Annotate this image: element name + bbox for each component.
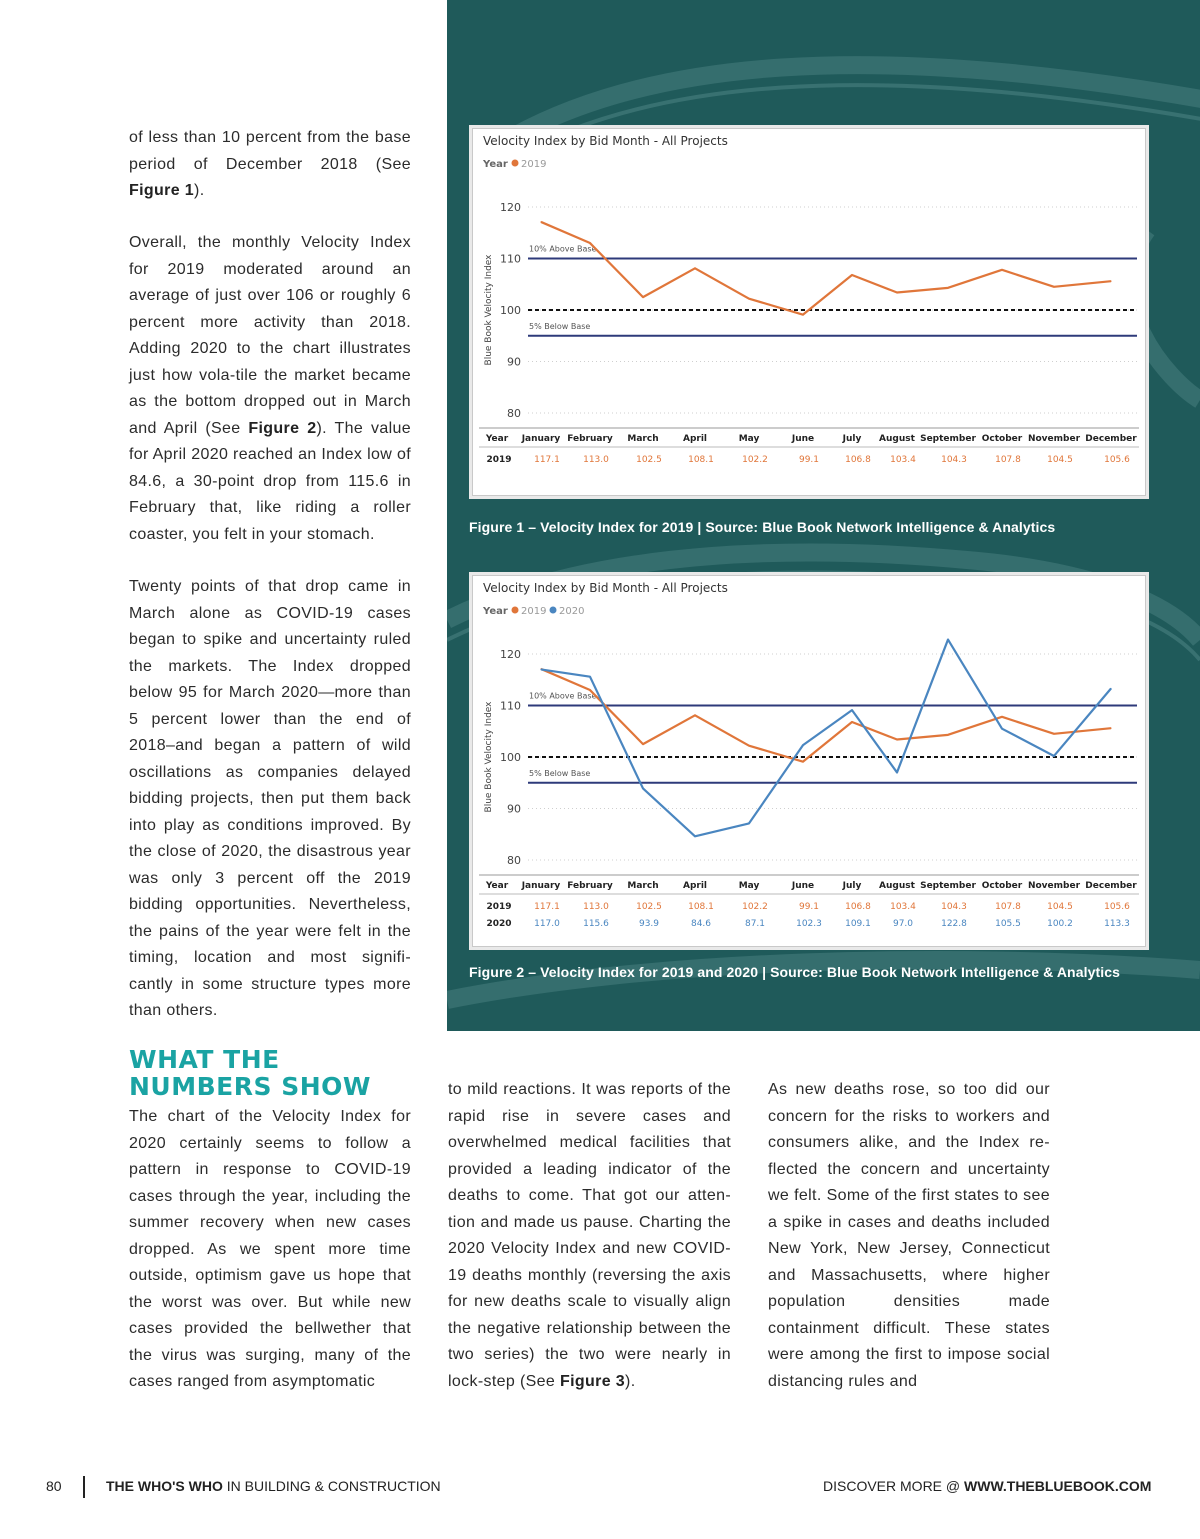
figure-1-reference: Figure 1 <box>129 182 195 199</box>
table-header-month: December <box>1085 881 1137 891</box>
table-row-year: 2019 <box>486 455 512 465</box>
table-header-month: June <box>791 881 815 891</box>
paragraph-text: ). <box>194 182 205 199</box>
figure-3-reference: Figure 3 <box>559 1372 626 1390</box>
data-point-2019 <box>851 721 852 722</box>
legend-label-2020: 2020 <box>559 606 585 617</box>
table-cell-value: 104.5 <box>1047 455 1073 465</box>
left-paragraph-3: Twenty points of that drop came in March alone as COVID-19 cases began to spike and uncertainty ruled the markets. The Index dropped below 95 for March 2020—more than 5 percent lower than the end of 2018–and began a pattern of wild oscillations as companies delayed bidding projects, then put them back into play as conditions improved. By the close of 2020, the disastrous year was only 3 percent off the 2019 bidding opportunities. Nevertheless, the pains of the year were felt in the timing, location and most signifi-cantly in some structure types more than others. <box>129 578 411 1019</box>
data-point-2019 <box>1053 733 1054 734</box>
data-point-2019 <box>1053 286 1054 287</box>
data-point-2019 <box>642 297 643 298</box>
y-tick-label: 90 <box>507 802 521 816</box>
reference-line-label: 5% Below Base <box>529 768 591 778</box>
chart-title: Velocity Index by Bid Month - All Projects <box>483 581 728 595</box>
data-point-2020 <box>1053 755 1054 756</box>
table-header-year: Year <box>485 434 509 444</box>
website-link[interactable]: WWW.THEBLUEBOOK.COM <box>964 1478 1152 1494</box>
table-header-month: November <box>1027 881 1081 891</box>
section-column-1: The chart of the Velocity Index for 2020 certainly seems to follow a pattern in response to COVID-19 cases through the year, including the summer recovery when new cases dropped. As we spent more time outside, optimism gave us hope that the worst was over. But while new cases provided the bellwether that the virus was surging, many of the cases ranged from asymptomatic <box>129 1108 411 1390</box>
table-cell-value: 102.2 <box>742 455 768 465</box>
table-cell-value: 107.8 <box>995 902 1021 912</box>
left-paragraph-1 <box>129 125 411 205</box>
table-cell-value: 117.0 <box>534 919 560 929</box>
table-header-month: May <box>738 434 760 444</box>
data-point-2019 <box>1110 281 1111 282</box>
table-header-month: January <box>521 881 561 891</box>
table-header-year: Year <box>485 881 509 891</box>
reference-line-label: 10% Above Base <box>529 691 597 701</box>
discover-label: DISCOVER MORE @ <box>823 1478 965 1494</box>
legend-marker-2019 <box>512 607 519 614</box>
table-cell-value: 108.1 <box>688 902 714 912</box>
table-cell-value: 99.1 <box>798 455 820 465</box>
data-point-2020 <box>851 710 852 711</box>
heading-line-1: WHAT THE <box>129 1045 280 1074</box>
table-header-month: May <box>738 881 760 891</box>
data-point-2020 <box>642 788 643 789</box>
y-tick-label: 120 <box>500 648 521 661</box>
table-header-month: October <box>981 434 1023 444</box>
table-header-month: October <box>981 881 1023 891</box>
chart-title: Velocity Index by Bid Month - All Projects <box>483 134 728 148</box>
figure-2-svg <box>473 576 1145 946</box>
table-cell-value: 103.4 <box>890 455 916 465</box>
data-point-2019 <box>748 298 749 299</box>
data-point-2019 <box>589 242 590 243</box>
table-cell-value: 117.1 <box>534 902 560 912</box>
table-cell-value: 106.8 <box>845 455 871 465</box>
y-axis-label: Blue Book Velocity Index <box>484 254 494 366</box>
data-point-2020 <box>589 676 590 677</box>
publication-name-bold: THE WHO'S WHO <box>106 1478 223 1494</box>
table-cell-value: 115.6 <box>583 919 609 929</box>
table-cell-value: 105.6 <box>1104 902 1130 912</box>
data-point-2020 <box>694 836 695 837</box>
table-cell-value: 102.2 <box>742 902 768 912</box>
table-header-month: February <box>567 434 613 444</box>
data-point-2019 <box>802 314 803 315</box>
data-point-2020 <box>896 772 897 773</box>
series-line-2019 <box>541 222 1111 315</box>
data-point-2020 <box>802 745 803 746</box>
data-point-2019 <box>589 689 590 690</box>
paragraph-text: to mild reactions. It was reports of the rapid rise in severe cases and overwhelmed medical facilities that provided a leading indicator of the deaths to come. That got our atten-tion and made us pause. Charting the 2020 Velocity Index and new COVID-19 deaths monthly (reversing the axis for new deaths scale to visually align the negative relationship between the two series) the two were nearly in lock-step (See <box>448 1081 731 1390</box>
data-point-2019 <box>748 745 749 746</box>
table-cell-value: 106.8 <box>845 902 871 912</box>
heading-line-2: NUMBERS SHOW <box>129 1072 371 1101</box>
table-cell-value: 113.0 <box>583 455 609 465</box>
series-line-2019 <box>541 669 1111 762</box>
legend-marker-2020 <box>550 607 557 614</box>
legend-label-2019: 2019 <box>521 159 547 170</box>
table-header-month: September <box>920 881 976 891</box>
table-header-month: July <box>842 434 862 444</box>
table-cell-value: 117.1 <box>534 455 560 465</box>
data-point-2019 <box>642 744 643 745</box>
table-cell-value: 105.6 <box>1104 455 1130 465</box>
table-row-year: 2019 <box>486 902 512 912</box>
table-header-month: January <box>521 434 561 444</box>
section-column-3: As new deaths rose, so too did our concern for the risks to workers and consumers alike, and the Index re-flected the concern and uncertainty we felt. Some of the first states to see a spike in cases and deaths included New York, New Jersey, Connecticut and Massachusetts, where higher population densities made containment difficult. These states were among the first to impose social distancing rules and <box>768 1081 1050 1390</box>
paragraph-text: Overall, the monthly Velocity Index for 2019 moderated around an average of just over 106 or roughly 6 percent more activity than 2018. Adding 2020 to the chart illustrates just how vola-tile the market became as the bottom dropped out in March and April (See <box>129 234 411 437</box>
y-tick-label: 110 <box>500 699 521 713</box>
data-point-2020 <box>540 669 541 670</box>
series-line-2020 <box>541 640 1111 837</box>
table-cell-value: 102.5 <box>636 455 662 465</box>
table-cell-value: 122.8 <box>941 919 967 929</box>
y-tick-label: 110 <box>500 252 521 266</box>
legend-label-2019: 2019 <box>521 606 547 617</box>
table-cell-value: 104.3 <box>941 455 967 465</box>
table-header-month: August <box>879 434 915 444</box>
table-header-month: April <box>682 434 708 444</box>
figure-2-caption: Figure 2 – Velocity Index for 2019 and 2020 | Source: Blue Book Network Intelligence & Analytics <box>469 964 1120 980</box>
left-paragraph-2 <box>129 230 411 548</box>
table-cell-value: 102.3 <box>796 919 822 929</box>
table-cell-value: 102.5 <box>636 902 662 912</box>
table-cell-value: 97.0 <box>892 919 914 929</box>
table-cell-value: 87.1 <box>744 919 766 929</box>
data-point-2019 <box>947 734 948 735</box>
data-point-2020 <box>748 823 749 824</box>
table-header-month: June <box>791 434 815 444</box>
data-point-2019 <box>540 221 541 222</box>
y-tick-label: 90 <box>507 355 521 369</box>
figure-1-chart <box>472 128 1146 496</box>
table-header-month: December <box>1085 434 1137 444</box>
publication-name <box>106 1478 441 1494</box>
table-row-year: 2020 <box>486 919 512 929</box>
table-header-month: March <box>627 434 659 444</box>
table-header-month: February <box>567 881 613 891</box>
table-cell-value: 113.0 <box>583 902 609 912</box>
table-header-month: September <box>920 434 976 444</box>
table-cell-value: 99.1 <box>798 902 820 912</box>
data-point-2019 <box>694 268 695 269</box>
figure-1-svg <box>473 129 1145 495</box>
table-header-month: July <box>842 881 862 891</box>
table-cell-value: 113.3 <box>1104 919 1130 929</box>
section-column-2 <box>448 1077 731 1395</box>
y-tick-label: 100 <box>500 304 521 317</box>
table-header-month: April <box>682 881 708 891</box>
table-cell-value: 107.8 <box>995 455 1021 465</box>
paragraph-text: of less than 10 percent from the base period of December 2018 (See <box>129 129 411 173</box>
table-cell-value: 104.3 <box>941 902 967 912</box>
table-cell-value: 84.6 <box>690 919 712 929</box>
paragraph-text: ). <box>625 1372 636 1390</box>
footer-divider <box>83 1476 85 1498</box>
data-point-2019 <box>1001 269 1002 270</box>
y-axis-label: Blue Book Velocity Index <box>484 701 494 813</box>
table-header-month: March <box>627 881 659 891</box>
table-cell-value: 93.9 <box>638 919 660 929</box>
table-header-month: November <box>1027 434 1081 444</box>
data-point-2019 <box>1001 716 1002 717</box>
table-cell-value: 109.1 <box>845 919 871 929</box>
data-point-2019 <box>694 715 695 716</box>
table-header-month: August <box>879 881 915 891</box>
data-point-2019 <box>1110 728 1111 729</box>
reference-line-label: 10% Above Base <box>529 244 597 254</box>
figure-2-chart <box>472 575 1146 947</box>
data-point-2019 <box>896 739 897 740</box>
legend-title: Year <box>483 159 508 170</box>
table-cell-value: 108.1 <box>688 455 714 465</box>
data-point-2020 <box>1110 688 1111 689</box>
y-tick-label: 120 <box>500 201 521 214</box>
data-point-2020 <box>1001 728 1002 729</box>
reference-line-label: 5% Below Base <box>529 321 591 331</box>
y-tick-label: 80 <box>507 854 521 867</box>
data-point-2019 <box>802 761 803 762</box>
paragraph-text: ). The value for April 2020 reached an Index low of 84.6, a 30-point drop from 115.6 in February that, like riding a roller coaster, you felt in your stomach. <box>129 419 411 543</box>
data-point-2020 <box>947 639 948 640</box>
table-cell-value: 100.2 <box>1047 919 1073 929</box>
table-cell-value: 103.4 <box>890 902 916 912</box>
y-tick-label: 100 <box>500 751 521 764</box>
legend-title: Year <box>483 606 508 617</box>
data-point-2019 <box>947 287 948 288</box>
figure-2-reference: Figure 2 <box>248 419 317 437</box>
data-point-2019 <box>851 274 852 275</box>
page-number: 80 <box>46 1478 62 1494</box>
figure-panel <box>447 0 1200 1031</box>
data-point-2019 <box>896 292 897 293</box>
discover-more <box>823 1478 1151 1494</box>
publication-name-rest: IN BUILDING & CONSTRUCTION <box>222 1478 441 1494</box>
legend-marker-2019 <box>512 160 519 167</box>
y-tick-label: 80 <box>507 407 521 420</box>
section-heading <box>129 1046 419 1100</box>
figure-1-caption: Figure 1 – Velocity Index for 2019 | Source: Blue Book Network Intelligence & Analytics <box>469 519 1056 535</box>
table-cell-value: 105.5 <box>995 919 1021 929</box>
table-cell-value: 104.5 <box>1047 902 1073 912</box>
